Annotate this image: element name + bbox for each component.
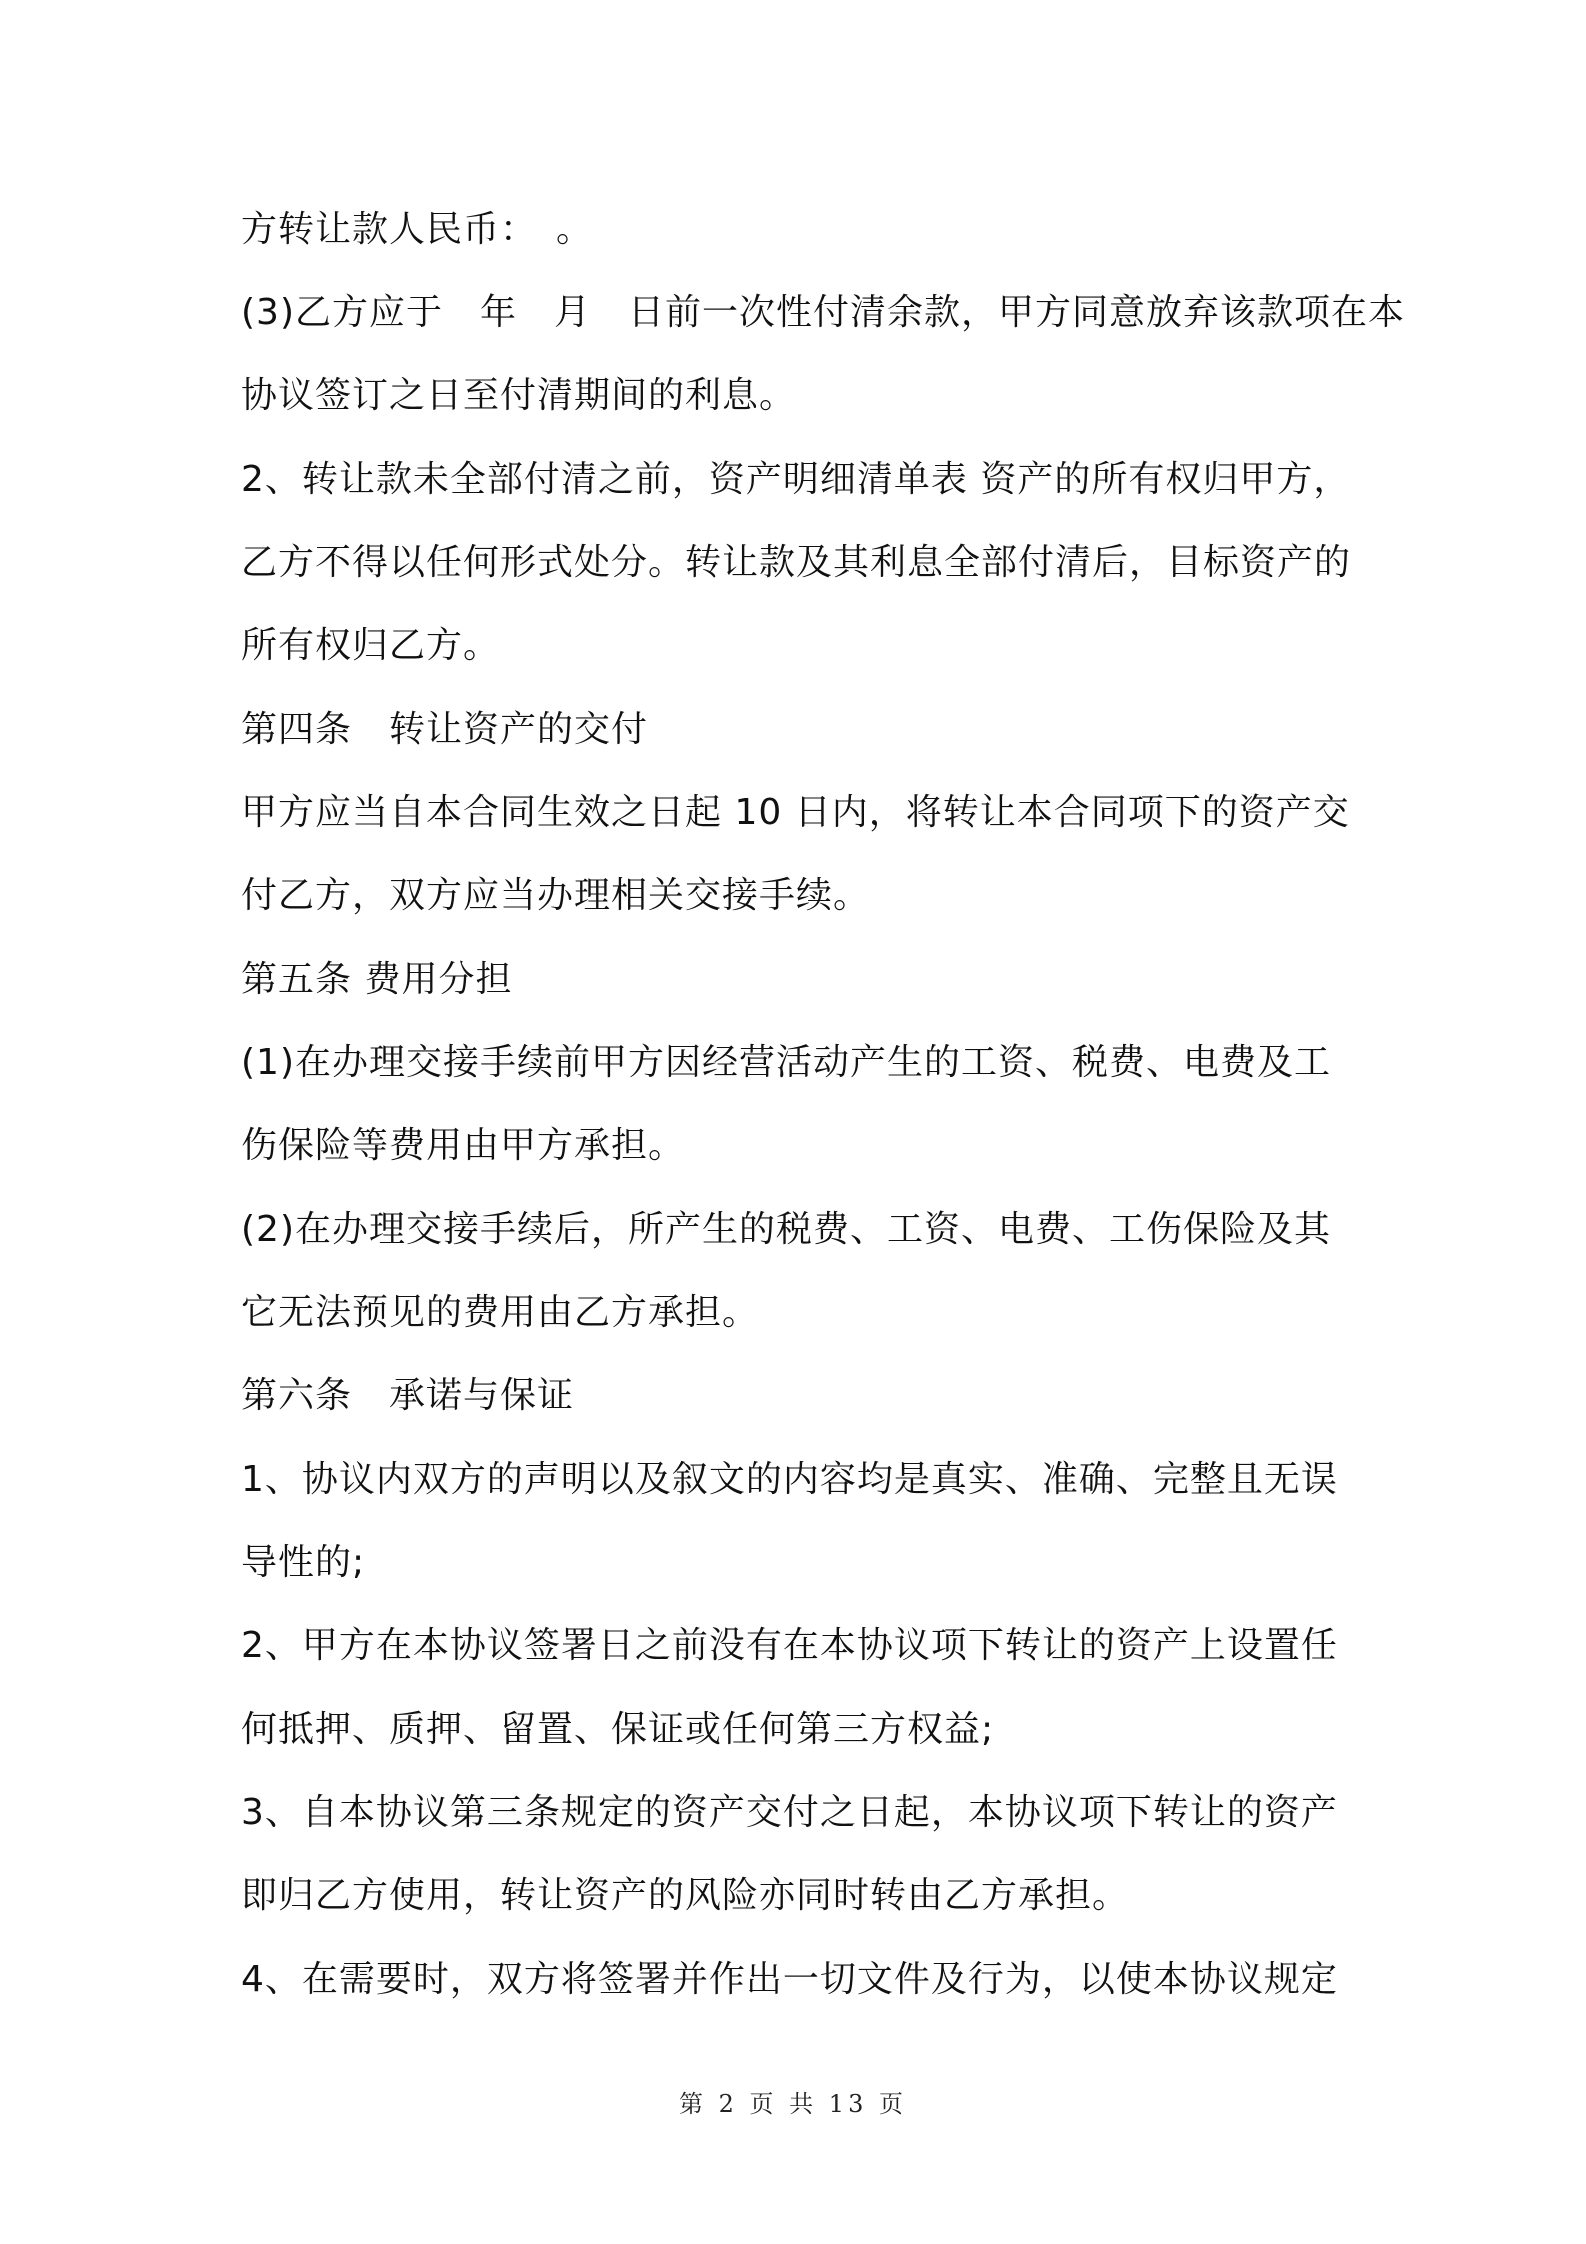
text-line: (2)在办理交接手续后，所产生的税费、工资、电费、工伤保险及其 [241, 1209, 1331, 1250]
text-line: 导性的; [241, 1542, 366, 1583]
text-line: 何抵押、质押、留置、保证或任何第三方权益; [241, 1709, 995, 1750]
text-line: 甲方应当自本合同生效之日起 10 日内，将转让本合同项下的资产交 [241, 792, 1350, 833]
text-line: (1)在办理交接手续前甲方因经营活动产生的工资、税费、电费及工 [241, 1042, 1331, 1083]
text-line: 2、甲方在本协议签署日之前没有在本协议项下转让的资产上设置任 [241, 1625, 1338, 1666]
page-number-footer: 第 2 页 共 13 页 [679, 2090, 907, 2118]
text-line: 方转让款人民币： 。 [241, 209, 594, 250]
text-line: 乙方不得以任何形式处分。转让款及其利息全部付清后，目标资产的 [241, 542, 1352, 583]
text-line: 付乙方，双方应当办理相关交接手续。 [241, 875, 871, 916]
text-line: 它无法预见的费用由乙方承担。 [241, 1292, 760, 1333]
text-line: 伤保险等费用由甲方承担。 [241, 1125, 686, 1166]
text-line: 3、自本协议第三条规定的资产交付之日起，本协议项下转让的资产 [241, 1792, 1338, 1833]
text-line: 所有权归乙方。 [241, 625, 501, 666]
text-line: 1、协议内双方的声明以及叙文的内容均是真实、准确、完整且无误 [241, 1459, 1338, 1500]
text-line: (3)乙方应于 年 月 日前一次性付清余款，甲方同意放弃该款项在本 [241, 292, 1405, 333]
text-line: 即归乙方使用，转让资产的风险亦同时转由乙方承担。 [241, 1875, 1130, 1916]
text-line: 2、转让款未全部付清之前，资产明细清单表 资产的所有权归甲方， [241, 459, 1351, 500]
text-line: 4、在需要时，双方将签署并作出一切文件及行为，以使本协议规定 [241, 1959, 1338, 2000]
section-heading: 第六条 承诺与保证 [241, 1375, 575, 1416]
section-heading: 第五条 费用分担 [241, 959, 513, 1000]
text-line: 协议签订之日至付清期间的利息。 [241, 375, 797, 416]
section-heading: 第四条 转让资产的交付 [241, 709, 649, 750]
